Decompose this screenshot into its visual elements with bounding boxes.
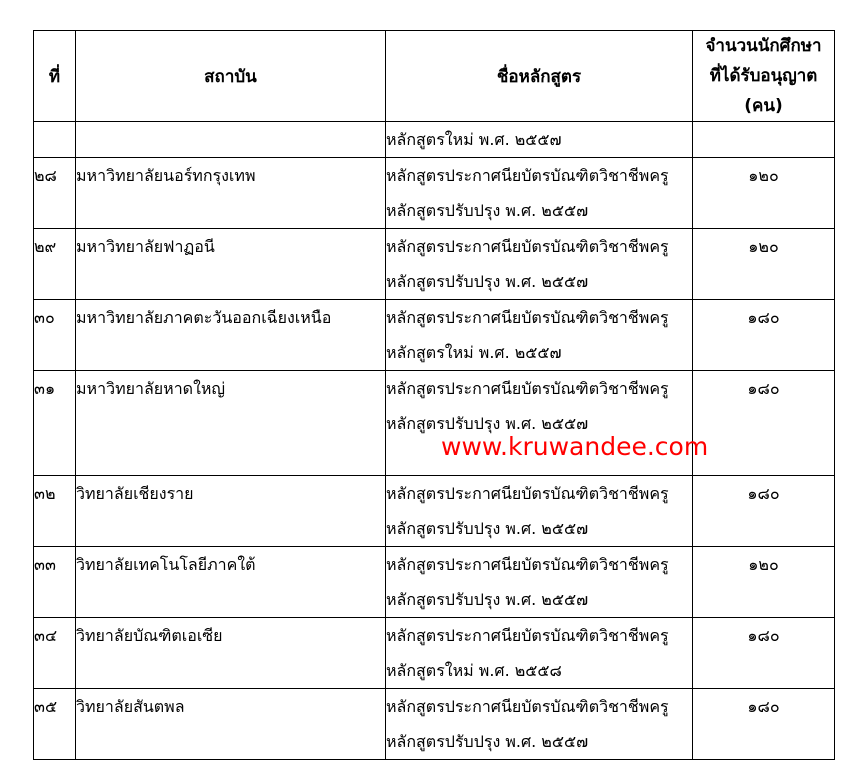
row-number: ๓๕ [34,689,76,760]
row-program [386,158,693,229]
program-line: หลักสูตรประกาศนียบัตรบัณฑิตวิชาชีพครู [386,308,669,327]
row-program [386,476,693,547]
row-number: ๓๐ [34,300,76,371]
program-line: หลักสูตรปรับปรุง พ.ศ. ๒๕๕๗ [386,732,589,751]
row-institution: วิทยาลัยเทคโนโลยีภาคใต้ [76,547,386,618]
row-quota: ๑๘๐ [693,689,835,760]
row-number: ๓๒ [34,476,76,547]
header-row [34,31,835,122]
header-no: ที่ [34,31,76,122]
row-quota: ๑๒๐ [693,547,835,618]
row-number: ๓๔ [34,618,76,689]
row-institution: วิทยาลัยสันตพล [76,689,386,760]
row-quota: ๑๒๐ [693,158,835,229]
table-row [34,229,835,300]
header-program: ชื่อหลักสูตร [386,31,693,122]
program-line: หลักสูตรประกาศนียบัตรบัณฑิตวิชาชีพครู [386,484,669,503]
row-number: ๓๑ [34,371,76,476]
table-row [34,689,835,760]
row-institution: มหาวิทยาลัยนอร์ทกรุงเทพ [76,158,386,229]
row-number: ๒๘ [34,158,76,229]
row-quota [693,122,835,158]
program-line: หลักสูตรประกาศนียบัตรบัณฑิตวิชาชีพครู [386,697,669,716]
row-program [386,689,693,760]
program-line: หลักสูตรประกาศนียบัตรบัณฑิตวิชาชีพครู [386,379,669,398]
header-quota-line: ที่ได้รับอนุญาต [709,66,818,86]
table-row [34,476,835,547]
program-line: หลักสูตรประกาศนียบัตรบัณฑิตวิชาชีพครู [386,626,669,645]
row-program [386,229,693,300]
row-institution: มหาวิทยาลัยฟาฏอนี [76,229,386,300]
row-institution: มหาวิทยาลัยหาดใหญ่ [76,371,386,476]
program-line: หลักสูตรประกาศนียบัตรบัณฑิตวิชาชีพครู [386,555,669,574]
program-line: หลักสูตรประกาศนียบัตรบัณฑิตวิชาชีพครู [386,166,669,185]
table-row [34,158,835,229]
table-row [34,371,835,476]
row-number: ๓๓ [34,547,76,618]
header-institution: สถาบัน [76,31,386,122]
table-row [34,618,835,689]
header-quota-line: จำนวนนักศึกษา [705,36,822,56]
row-institution: วิทยาลัยบัณฑิตเอเซีย [76,618,386,689]
row-institution [76,122,386,158]
program-line: หลักสูตรปรับปรุง พ.ศ. ๒๕๕๗ [386,272,589,291]
website-watermark: www.kruwandee.com [441,432,709,461]
row-quota: ๑๘๐ [693,300,835,371]
row-quota: ๑๘๐ [693,618,835,689]
program-line: หลักสูตรปรับปรุง พ.ศ. ๒๕๕๗ [386,590,589,609]
program-line: หลักสูตรประกาศนียบัตรบัณฑิตวิชาชีพครู [386,237,669,256]
header-quota-line: (คน) [744,96,783,116]
program-approval-table [33,30,835,760]
row-program [386,618,693,689]
continued-row [34,122,835,158]
header-quota [693,31,835,122]
row-program [386,122,693,158]
row-institution: มหาวิทยาลัยภาคตะวันออกเฉียงเหนือ [76,300,386,371]
row-quota: ๑๒๐ [693,229,835,300]
program-line: หลักสูตรใหม่ พ.ศ. ๒๕๕๘ [386,661,562,680]
program-line: หลักสูตรปรับปรุง พ.ศ. ๒๕๕๗ [386,519,589,538]
row-number: ๒๙ [34,229,76,300]
row-number [34,122,76,158]
program-line: หลักสูตรปรับปรุง พ.ศ. ๒๕๕๗ [386,414,589,433]
row-quota: ๑๘๐ [693,476,835,547]
program-line: หลักสูตรใหม่ พ.ศ. ๒๕๕๗ [386,130,562,149]
table-row [34,300,835,371]
program-line: หลักสูตรปรับปรุง พ.ศ. ๒๕๕๗ [386,201,589,220]
row-program [386,547,693,618]
row-quota: ๑๘๐ [693,371,835,476]
row-program [386,300,693,371]
row-institution: วิทยาลัยเชียงราย [76,476,386,547]
table-row [34,547,835,618]
program-line: หลักสูตรใหม่ พ.ศ. ๒๕๕๗ [386,343,562,362]
